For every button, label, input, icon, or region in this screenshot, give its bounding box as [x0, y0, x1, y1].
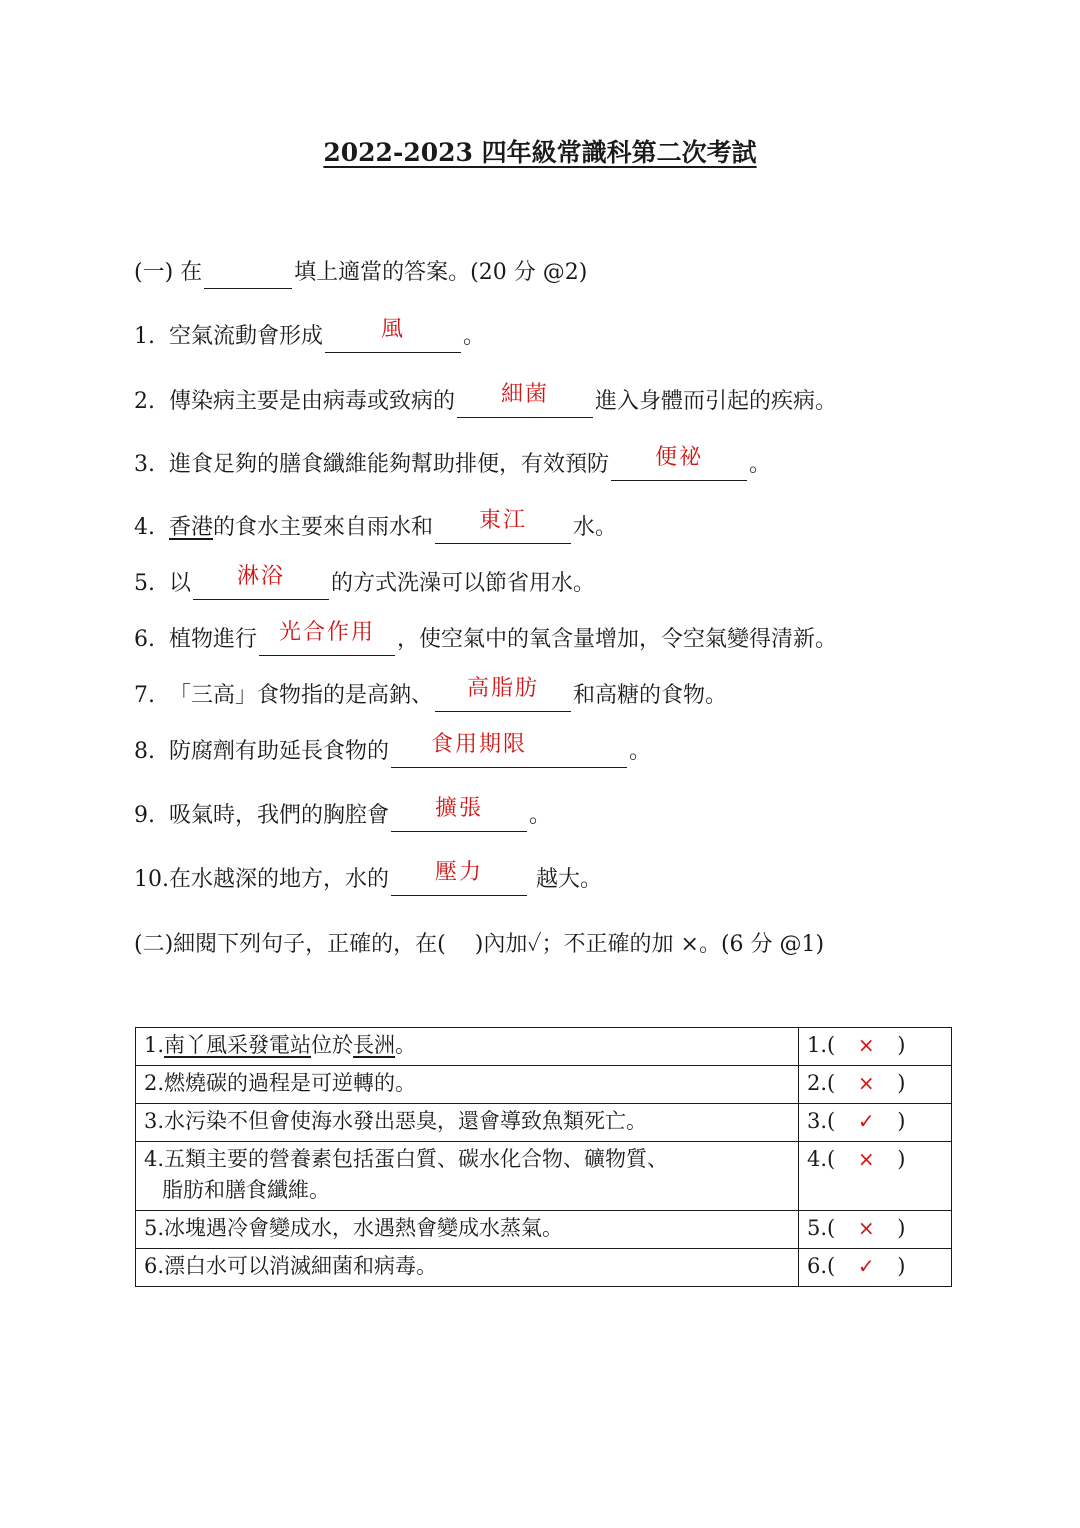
- question-10: 10.在水越深的地方，水的 壓力 越大。: [134, 864, 602, 896]
- example-blank: [204, 260, 292, 289]
- answer-cell-4[interactable]: 4.( × ): [799, 1142, 952, 1211]
- question-5: 5. 以 淋浴 的方式洗澡可以節省用水。: [134, 568, 595, 600]
- answer-5: 淋浴: [237, 564, 286, 589]
- cross-mark-icon: ×: [857, 1071, 875, 1095]
- question-7: 7. 「三高」食物指的是高鈉、 高脂肪 和高糖的食物。: [134, 680, 727, 712]
- answer-3: 便祕: [655, 445, 704, 470]
- answer-blank-6[interactable]: [259, 620, 395, 656]
- table-row: [136, 1211, 952, 1249]
- table-row: [136, 1066, 952, 1104]
- question-4: 4. 香港的食水主要來自雨水和 東江 水。: [134, 512, 617, 544]
- answer-blank-3[interactable]: [611, 445, 747, 481]
- answer-4: 東江: [479, 508, 528, 533]
- table-row: [136, 1249, 952, 1287]
- table-row: [136, 1104, 952, 1142]
- statement-1: 1.南丫風采發電站位於長洲。: [136, 1028, 799, 1066]
- question-1: 1. 空氣流動會形成 風 。: [134, 321, 485, 353]
- check-mark-icon: ✓: [857, 1254, 875, 1278]
- answer-blank-5[interactable]: [193, 564, 329, 600]
- answer-1: 風: [381, 317, 406, 342]
- answer-cell-5[interactable]: 5.( × ): [799, 1211, 952, 1249]
- question-6: 6. 植物進行 光合作用 ，使空氣中的氧含量增加，令空氣變得清新。: [134, 624, 837, 656]
- answer-cell-2[interactable]: 2.( × ): [799, 1066, 952, 1104]
- statement-5: 5.冰塊遇冷會變成水，水遇熱會變成水蒸氣。: [136, 1211, 799, 1249]
- question-2: 2. 傳染病主要是由病毒或致病的 細菌 進入身體而引起的疾病。: [134, 386, 837, 418]
- answer-7: 高脂肪: [467, 676, 540, 701]
- question-3: 3. 進食足夠的膳食纖維能夠幫助排便，有效預防 便祕 。: [134, 449, 771, 481]
- statement-3: 3.水污染不但會使海水發出惡臭，還會導致魚類死亡。: [136, 1104, 799, 1142]
- answer-2: 細菌: [501, 382, 550, 407]
- answer-blank-10[interactable]: [391, 860, 527, 896]
- answer-cell-1[interactable]: 1.( × ): [799, 1028, 952, 1066]
- true-false-table: [135, 1027, 952, 1287]
- check-mark-icon: ✓: [857, 1109, 875, 1133]
- answer-blank-9[interactable]: [391, 796, 527, 832]
- question-8: 8. 防腐劑有助延長食物的 食用期限 。: [134, 736, 651, 768]
- table-row: [136, 1028, 952, 1066]
- answer-blank-8[interactable]: [391, 732, 627, 768]
- cross-mark-icon: ×: [857, 1033, 875, 1057]
- statement-4: 4.五類主要的營養素包括蛋白質、碳水化合物、礦物質、 脂肪和膳食纖維。: [136, 1142, 799, 1211]
- section2-heading: (二)細閱下列句子，正確的，在( )內加✓；不正確的加 ×。(6 分 @1): [134, 932, 825, 957]
- cross-mark-icon: ×: [857, 1147, 875, 1171]
- answer-6: 光合作用: [279, 620, 376, 645]
- question-9: 9. 吸氣時，我們的胸腔會 擴張 。: [134, 800, 551, 832]
- answer-10: 壓力: [435, 860, 484, 885]
- table-row: [136, 1142, 952, 1211]
- answer-blank-2[interactable]: [457, 382, 593, 418]
- page-title: 2022-2023 四年級常識科第二次考試: [323, 138, 757, 167]
- statement-6: 6.漂白水可以消滅細菌和病毒。: [136, 1249, 799, 1287]
- cross-mark-icon: ×: [857, 1216, 875, 1240]
- statement-2: 2.燃燒碳的過程是可逆轉的。: [136, 1066, 799, 1104]
- answer-9: 擴張: [435, 796, 484, 821]
- answer-8: 食用期限: [431, 732, 528, 757]
- answer-blank-1[interactable]: [325, 317, 461, 353]
- answer-blank-4[interactable]: [435, 508, 571, 544]
- section1-heading: (一) 在 填上適當的答案。(20 分 @2): [134, 257, 587, 289]
- answer-cell-6[interactable]: 6.( ✓ ): [799, 1249, 952, 1287]
- answer-cell-3[interactable]: 3.( ✓ ): [799, 1104, 952, 1142]
- answer-blank-7[interactable]: [435, 676, 571, 712]
